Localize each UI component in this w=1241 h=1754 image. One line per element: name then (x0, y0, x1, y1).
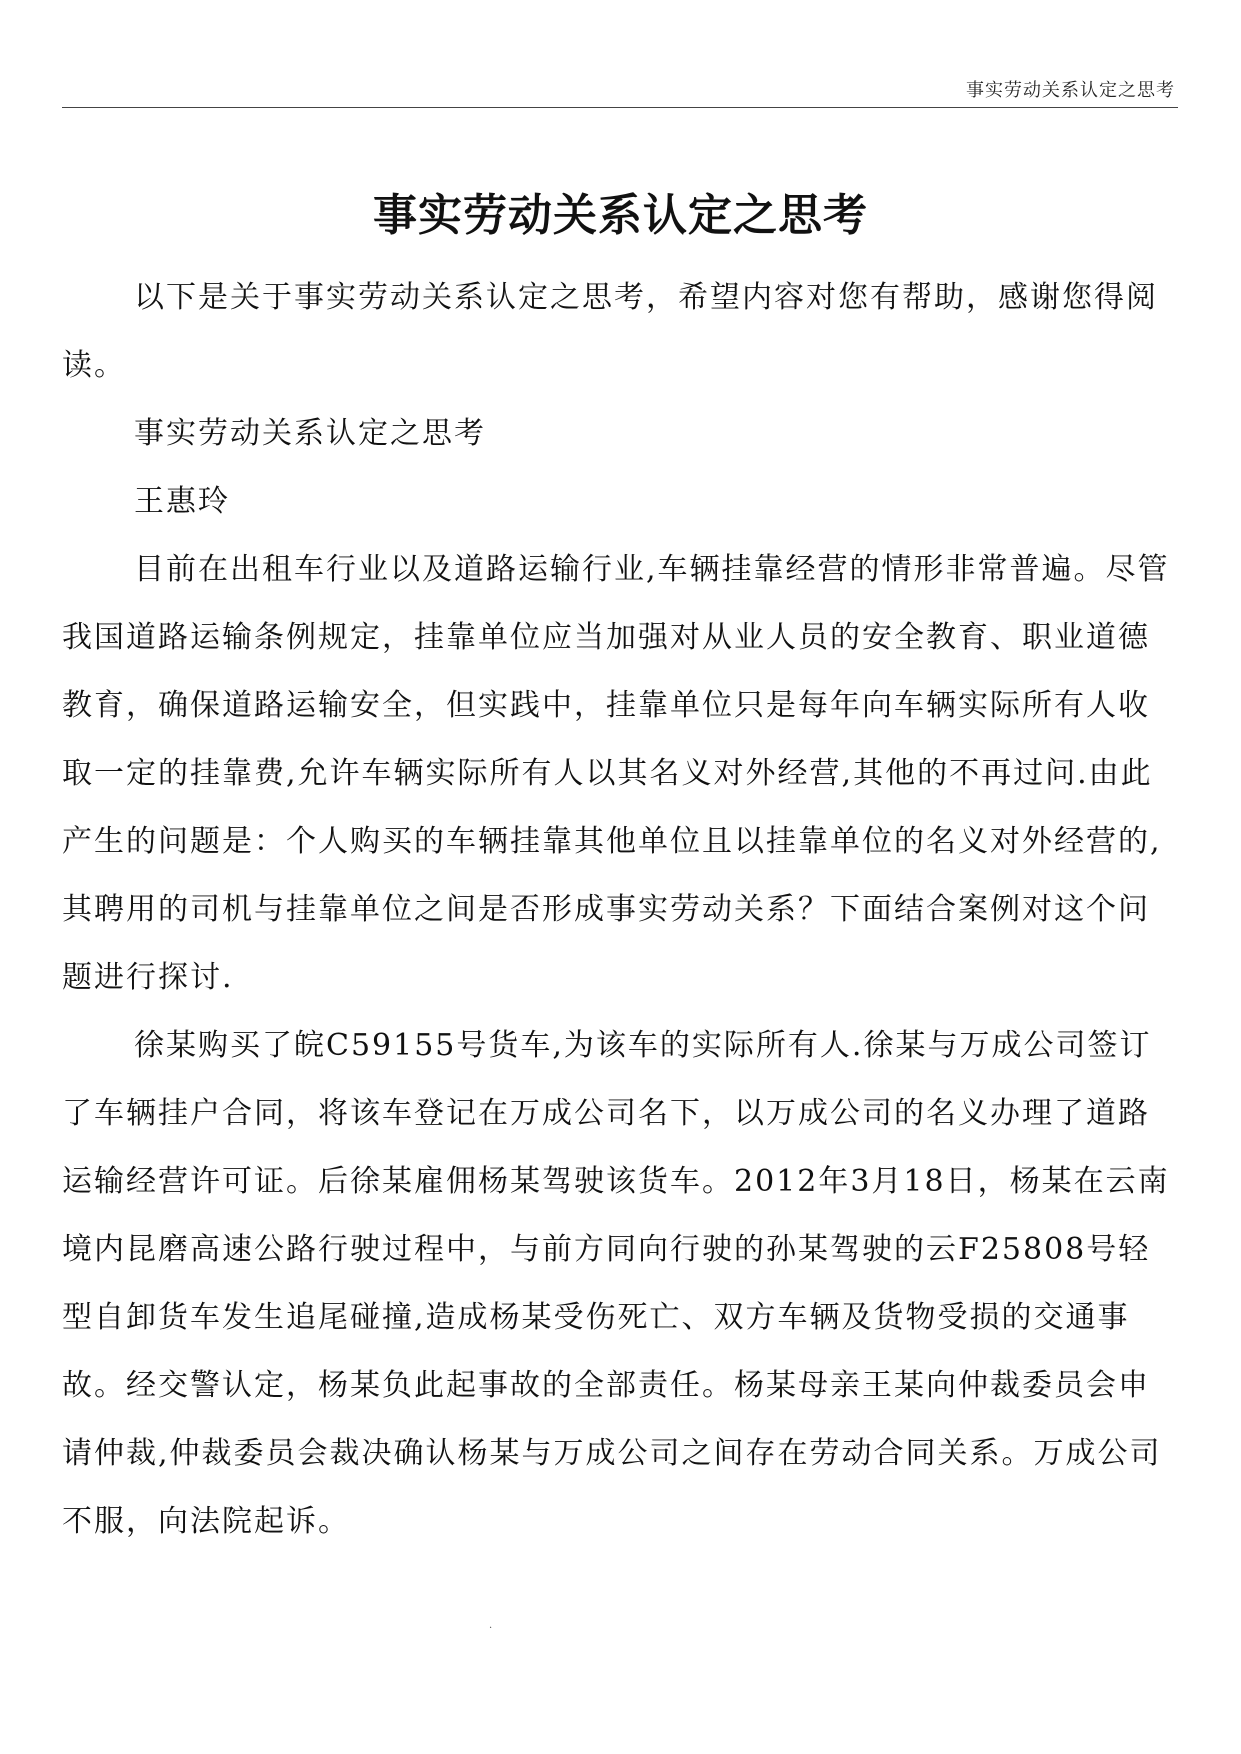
article-heading: 事实劳动关系认定之思考 (134, 416, 486, 451)
running-header-title: 事实劳动关系认定之思考 (966, 80, 1175, 101)
body-paragraph: 目前在出租车行业以及道路运输行业,车辆挂靠经营的情形非常普遍。尽管我国道路运输条例规定，挂靠单位应当加强对从业人员的安全教育、职业道德教育，确保道路运输安全，但实践中，挂靠单位只是每年向车辆实际所有人收取一定的挂靠费,允许车辆实际所有人以其名义对外经营,其他的不再过问.由此产生的问题是：个人购买的车辆挂靠其他单位且以挂靠单位的名义对外经营的,其聘用的司机与挂靠单位之间是否形成事实劳动关系？下面结合案例对这个问题进行探讨. (62, 552, 1170, 995)
document-title: 事实劳动关系认定之思考 (373, 190, 868, 242)
page-mark: . (489, 1620, 493, 1631)
intro-paragraph: 以下是关于事实劳动关系认定之思考，希望内容对您有帮助，感谢您得阅读。 (62, 280, 1158, 383)
author-name: 王惠玲 (134, 484, 230, 519)
header-divider (62, 107, 1178, 108)
body-paragraph: 徐某购买了皖C59155号货车,为该车的实际所有人.徐某与万成公司签订了车辆挂户合同，将该车登记在万成公司名下，以万成公司的名义办理了道路运输经营许可证。后徐某雇佣杨某驾驶该货车。2012年3月18日，杨某在云南境内昆磨高速公路行驶过程中，与前方同向行驶的孙某驾驶的云F25808号轻型自卸货车发生追尾碰撞,造成杨某受伤死亡、双方车辆及货物受损的交通事故。经交警认定，杨某负此起事故的全部责任。杨某母亲王某向仲裁委员会申请仲裁,仲裁委员会裁决确认杨某与万成公司之间存在劳动合同关系。万成公司不服，向法院起诉。 (62, 1028, 1170, 1539)
document-body (62, 264, 1178, 1556)
